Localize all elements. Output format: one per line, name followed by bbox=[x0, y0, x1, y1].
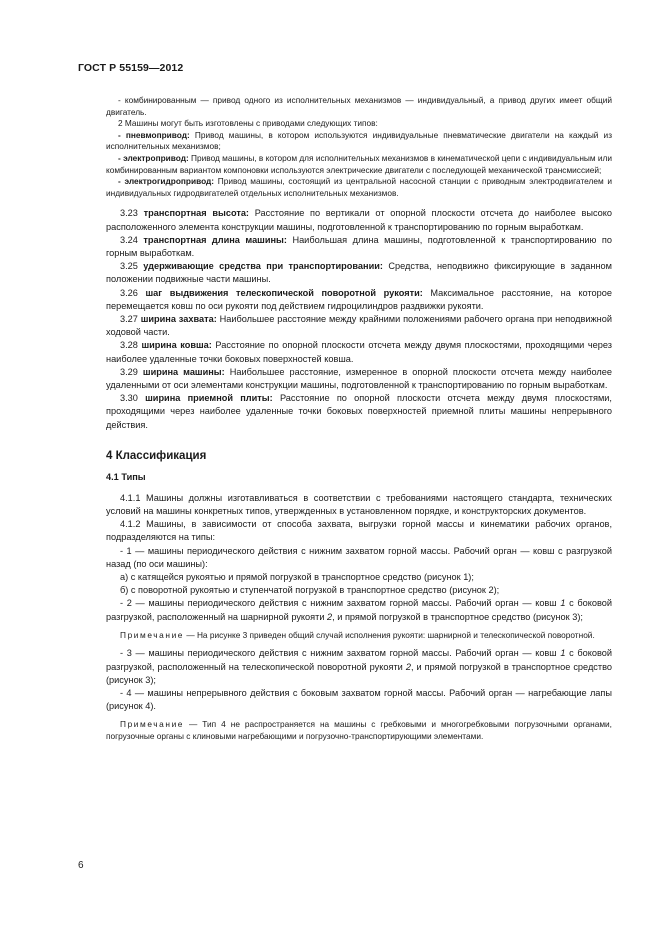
note-label: Примечание bbox=[120, 629, 185, 640]
type-subitem: б) с поворотной рукоятью и ступенчатой погрузкой в транспортное средство (рисунок 2); bbox=[120, 585, 500, 596]
definition-paragraph bbox=[106, 366, 612, 392]
definition-text: Наибольшее расстояние между крайними положениями рабочего органа при неподвижной ходовой части. bbox=[106, 313, 612, 338]
type-item bbox=[106, 597, 612, 623]
drive-type-paragraph bbox=[106, 153, 612, 176]
definition-paragraph bbox=[106, 207, 612, 233]
drive-type-paragraph bbox=[106, 130, 612, 153]
callout-number: 1 bbox=[560, 598, 566, 609]
note bbox=[106, 630, 612, 642]
clause-paragraph: 4.1.2 Машины, в зависимости от способа захвата, выгрузки горной массы и кинематики рабочих органов, подразделяются на типы: bbox=[106, 519, 612, 543]
drive-type-term: - пневмопривод: bbox=[118, 129, 190, 140]
type-item bbox=[106, 647, 612, 687]
callout-number: 2 bbox=[405, 661, 411, 672]
type-item: - 4 — машины непрерывного действия с боковым захватом горной массы. Рабочий орган — нагребающие лапы (рисунок 4). bbox=[106, 688, 612, 712]
subsection-title: 4.1 Типы bbox=[106, 471, 146, 482]
type-text: - 3 — машины периодического действия с нижним захватом горной массы. Рабочий орган — ковш bbox=[120, 648, 561, 659]
definition-text: Расстояние по опорной плоскости отсчета между двумя плоскостями, проходящими через наиболее удаленные точки боковых поверхностей приемной плиты машины непрерывного действия. bbox=[106, 393, 612, 430]
definition-paragraph bbox=[106, 260, 612, 286]
section-title: 4 Классификация bbox=[106, 449, 207, 462]
definition-text: Максимальное расстояние, на которое перемещается ковш по оси рукояти под действием гидроцилиндров раздвижки рукояти. bbox=[106, 287, 612, 311]
drive-type-text: Привод машины, состоящий из центральной насосной станции с приводным электродвигателем и индивидуальных гидродвигателей отдельных исполнительных механизмов. bbox=[106, 176, 612, 198]
definition-term: ширина ковша: bbox=[141, 340, 212, 351]
callout-number: 2 bbox=[327, 611, 333, 622]
definition-number: 3.30 bbox=[120, 393, 138, 404]
type-text: - 2 — машины периодического действия с нижним захватом горной массы. Рабочий орган — ковш bbox=[120, 598, 561, 609]
note bbox=[106, 719, 612, 742]
definition-paragraph bbox=[106, 313, 612, 339]
definition-paragraph bbox=[106, 339, 612, 365]
type-text: с боковой разгрузкой, расположенный на шарнирной рукояти bbox=[106, 598, 612, 622]
note-text: — Тип 4 не распространяется на машины с гребковыми и многогребковыми погрузочными органами, погрузочные органы с клиновыми нагребающими и погрузочно-транспортирующими элементами. bbox=[106, 719, 612, 742]
intro-paragraph: - комбинированным — привод одного из исполнительных механизмов — индивидуальный, а привод других имеет общий двигатель. bbox=[106, 95, 612, 117]
definition-term: удерживающие средства при транспортировании: bbox=[143, 261, 383, 272]
type-text: с боковой разгрузкой, расположенный на телескопической поворотной рукояти bbox=[106, 648, 612, 672]
definition-text: Наибольшее расстояние, измеренное в опорной плоскости отсчета между наиболее удаленными от оси элементами конструкции машины, подготовленной к транспортированию по горным выработкам. bbox=[106, 366, 612, 390]
definition-paragraph bbox=[106, 234, 612, 260]
drive-type-text: Привод машины, в котором используются индивидуальные пневматические двигатели на каждый из исполнительных механизмов; bbox=[106, 129, 612, 152]
definition-term: ширина машины: bbox=[142, 366, 225, 377]
type-item: - 1 — машины периодического действия с нижним захватом горной массы. Рабочий орган — ковш с разгрузкой назад (по оси машины): bbox=[106, 545, 612, 569]
definition-term: ширина приемной плиты: bbox=[145, 393, 273, 404]
drive-type-term: - электрогидропривод: bbox=[118, 176, 215, 187]
callout-number: 1 bbox=[560, 648, 566, 659]
definition-text: Расстояние по вертикали от опорной плоскости отсчета до наиболее высоко расположенного элемента конструкции машины, подготовленной к транспортированию по горным выработкам. bbox=[106, 208, 612, 232]
definition-term: ширина захвата: bbox=[140, 313, 217, 324]
document-header: ГОСТ Р 55159—2012 bbox=[78, 62, 184, 74]
intro-paragraph: 2 Машины могут быть изготовлены с приводами следующих типов: bbox=[118, 118, 378, 129]
definition-number: 3.27 bbox=[120, 313, 138, 324]
definition-number: 3.24 bbox=[120, 234, 138, 245]
note-text: — На рисунке 3 приведен общий случай исполнения рукояти: шарнирной и телескопической поворотной. bbox=[184, 629, 595, 640]
page-content bbox=[106, 95, 612, 743]
definition-number: 3.26 bbox=[120, 287, 138, 298]
definition-term: шаг выдвижения телескопической поворотной рукояти: bbox=[145, 287, 423, 298]
drive-type-paragraph bbox=[106, 176, 612, 199]
type-text: , и прямой погрузкой в транспортное средство (рисунок 3); bbox=[332, 611, 583, 622]
note-label: Примечание bbox=[120, 719, 185, 730]
definition-text: Средства, неподвижно фиксирующие в заданном положении подвижные части машины. bbox=[106, 261, 612, 285]
clause-paragraph: 4.1.1 Машины должны изготавливаться в соответствии с требованиями настоящего стандарта, технических условий на машины конкретных типов, утвержденных в установленном порядке, и конструкторских документов. bbox=[106, 492, 612, 516]
drive-type-term: - электропривод: bbox=[118, 152, 189, 163]
definition-term: транспортная длина машины: bbox=[143, 234, 287, 245]
type-text: , и прямой погрузкой в транспортное средство (рисунок 3); bbox=[106, 661, 612, 685]
definition-number: 3.28 bbox=[120, 340, 138, 351]
drive-type-text: Привод машины, в котором для исполнительных механизмов в кинематической цепи с индивидуальным или комбинированным вариантом компоновки используются электрические двигатели с последующей механической трансмиссией; bbox=[106, 152, 612, 175]
definition-number: 3.23 bbox=[120, 208, 138, 219]
definition-text: Расстояние по опорной плоскости отсчета между двумя плоскостями, проходящими через наиболее удаленные точки боковых поверхностей ковша. bbox=[106, 340, 612, 364]
definition-number: 3.25 bbox=[120, 261, 138, 272]
definition-number: 3.29 bbox=[120, 366, 138, 377]
type-subitem: а) с катящейся рукоятью и прямой погрузкой в транспортное средство (рисунок 1); bbox=[120, 572, 474, 583]
definition-text: Наибольшая длина машины, подготовленной к транспортированию по горным выработкам. bbox=[106, 234, 612, 258]
page-number: 6 bbox=[78, 860, 84, 871]
definition-paragraph bbox=[106, 392, 612, 432]
definition-term: транспортная высота: bbox=[143, 208, 249, 219]
definition-paragraph bbox=[106, 287, 612, 313]
